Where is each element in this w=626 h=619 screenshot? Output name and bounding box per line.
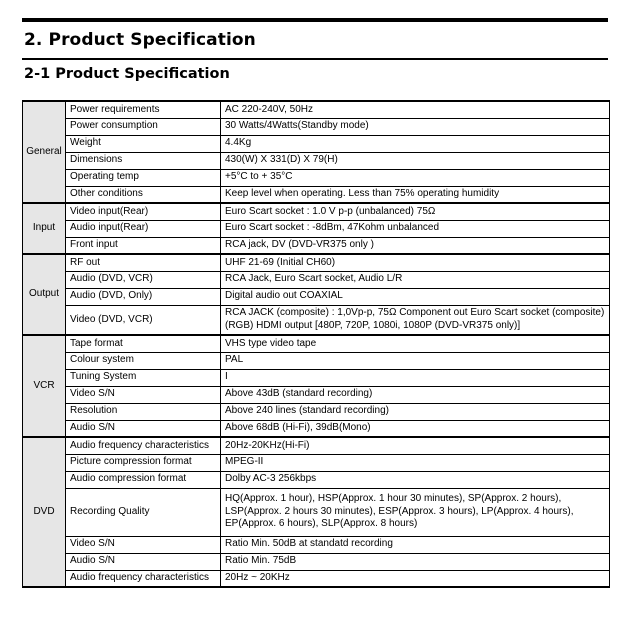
spec-value: RCA JACK (composite) : 1,0Vp-p, 75Ω Component out Euro Scart socket (composite) (RGB) HDMI output [480P, 720P, 1080i, 1080P (DVD-VR375 only)] <box>221 305 610 335</box>
spec-value: Ratio Min. 50dB at standatd recording <box>221 536 610 553</box>
table-row <box>23 169 610 186</box>
table-row <box>23 386 610 403</box>
spec-value: 4.4Kg <box>221 135 610 152</box>
spec-label: Picture compression format <box>66 454 221 471</box>
spec-value: MPEG-II <box>221 454 610 471</box>
category-cell: General <box>23 101 66 203</box>
table-row <box>23 101 610 118</box>
spec-label: Recording Quality <box>66 488 221 536</box>
spec-label: Other conditions <box>66 186 221 203</box>
table-row <box>23 420 610 437</box>
spec-value: I <box>221 369 610 386</box>
table-row <box>23 288 610 305</box>
table-row <box>23 454 610 471</box>
table-row <box>23 335 610 352</box>
spec-value: Dolby AC-3 256kbps <box>221 471 610 488</box>
table-row <box>23 536 610 553</box>
spec-value: Euro Scart socket : -8dBm, 47Kohm unbalanced <box>221 220 610 237</box>
subsection-heading: 2-1 Product Specification <box>24 66 230 82</box>
spec-label: Power requirements <box>66 101 221 118</box>
table-row <box>23 553 610 570</box>
table-row <box>23 570 610 587</box>
table-row <box>23 369 610 386</box>
category-cell: Output <box>23 254 66 335</box>
spec-value: Digital audio out COAXIAL <box>221 288 610 305</box>
table-row <box>23 203 610 220</box>
spec-label: Front input <box>66 237 221 254</box>
spec-value: 30 Watts/4Watts(Standby mode) <box>221 118 610 135</box>
table-row <box>23 118 610 135</box>
spec-value: Above 43dB (standard recording) <box>221 386 610 403</box>
spec-value: AC 220-240V, 50Hz <box>221 101 610 118</box>
spec-value: PAL <box>221 352 610 369</box>
section-heading: 2. Product Specification <box>24 30 256 50</box>
heading-rule <box>22 58 608 60</box>
spec-label: RF out <box>66 254 221 271</box>
spec-label: Audio compression format <box>66 471 221 488</box>
top-rule <box>22 18 608 22</box>
category-cell: DVD <box>23 437 66 587</box>
spec-label: Operating temp <box>66 169 221 186</box>
spec-label: Tuning System <box>66 369 221 386</box>
table-row <box>23 271 610 288</box>
spec-label: Video S/N <box>66 386 221 403</box>
spec-label: Dimensions <box>66 152 221 169</box>
spec-label: Audio (DVD, Only) <box>66 288 221 305</box>
spec-table-body <box>23 101 610 587</box>
spec-value: 20Hz-20KHz(Hi-Fi) <box>221 437 610 454</box>
table-row <box>23 305 610 335</box>
category-cell: VCR <box>23 335 66 437</box>
spec-value: 430(W) X 331(D) X 79(H) <box>221 152 610 169</box>
spec-value: Euro Scart socket : 1.0 V p-p (unbalanced) 75Ω <box>221 203 610 220</box>
spec-label: Weight <box>66 135 221 152</box>
spec-label: Video (DVD, VCR) <box>66 305 221 335</box>
table-row <box>23 152 610 169</box>
spec-label: Tape format <box>66 335 221 352</box>
spec-label: Audio frequency characteristics <box>66 437 221 454</box>
spec-label: Audio (DVD, VCR) <box>66 271 221 288</box>
spec-value: +5°C to + 35°C <box>221 169 610 186</box>
table-row <box>23 471 610 488</box>
spec-value: Keep level when operating. Less than 75% operating humidity <box>221 186 610 203</box>
spec-label: Audio S/N <box>66 553 221 570</box>
spec-label: Audio input(Rear) <box>66 220 221 237</box>
spec-label: Colour system <box>66 352 221 369</box>
spec-value: Above 240 lines (standard recording) <box>221 403 610 420</box>
table-row <box>23 488 610 536</box>
spec-table <box>22 100 610 588</box>
spec-value: Ratio Min. 75dB <box>221 553 610 570</box>
table-row <box>23 437 610 454</box>
table-row <box>23 220 610 237</box>
spec-value: RCA Jack, Euro Scart socket, Audio L/R <box>221 271 610 288</box>
spec-label: Audio frequency characteristics <box>66 570 221 587</box>
spec-label: Power consumption <box>66 118 221 135</box>
category-cell: Input <box>23 203 66 254</box>
table-row <box>23 135 610 152</box>
spec-label: Video input(Rear) <box>66 203 221 220</box>
table-row <box>23 403 610 420</box>
table-row <box>23 237 610 254</box>
spec-value: Above 68dB (Hi-Fi), 39dB(Mono) <box>221 420 610 437</box>
spec-label: Video S/N <box>66 536 221 553</box>
spec-value: RCA jack, DV (DVD-VR375 only ) <box>221 237 610 254</box>
spec-value: 20Hz ~ 20KHz <box>221 570 610 587</box>
spec-value: VHS type video tape <box>221 335 610 352</box>
spec-value: UHF 21-69 (Initial CH60) <box>221 254 610 271</box>
table-row <box>23 186 610 203</box>
spec-value: HQ(Approx. 1 hour), HSP(Approx. 1 hour 30 minutes), SP(Approx. 2 hours), LSP(Approx. 2 hours 30 minutes), ESP(Approx. 3 hours), LP(Approx. 4 hours), EP(Approx. 6 hours), SLP(Approx. 8 hours) <box>221 488 610 536</box>
spec-label: Audio S/N <box>66 420 221 437</box>
table-row <box>23 352 610 369</box>
table-row <box>23 254 610 271</box>
spec-label: Resolution <box>66 403 221 420</box>
